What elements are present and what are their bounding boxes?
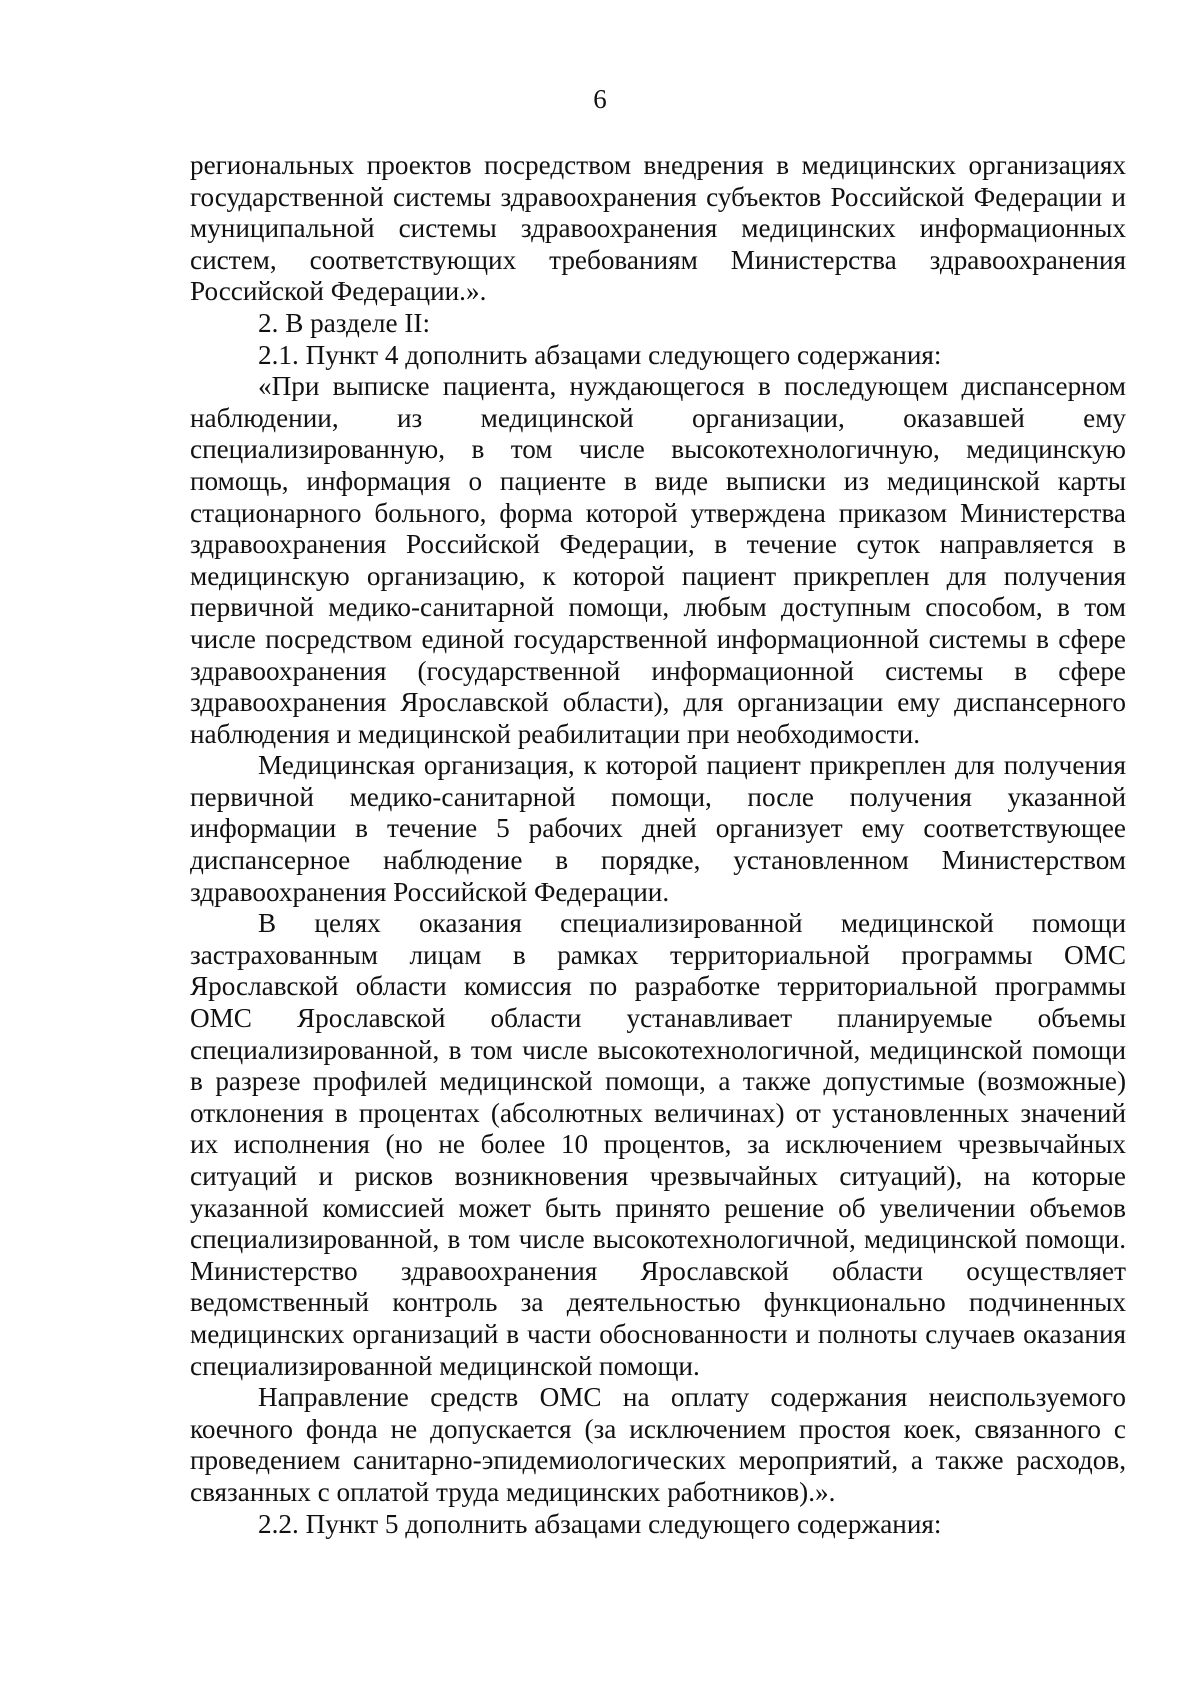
paragraph-discharge: «При выписке пациента, нуждающегося в последующем диспансерном наблюдении, из медицинской организации, оказавшей ему специализированную, в том числе высокотехнологичную, медицинскую помощь, информация о пациенте в виде выписки из медицинской карты стационарного больного, форма которой утверждена приказом Министерства здравоохранения Российской Федерации, в течение суток направляется в медицинскую организацию, к которой пациент прикреплен для получения первичной медико-санитарной помощи, любым доступным способом, в том числе посредством единой государственной информационной системы в сфере здравоохранения (государственной информационной системы в сфере здравоохранения Ярославской области), для организации ему диспансерного наблюдения и медицинской реабилитации при необходимости. — [190, 371, 1126, 749]
paragraph-continuation: региональных проектов посредством внедрения в медицинских организациях государственной системы здравоохранения субъектов Российской Федерации и муниципальной системы здравоохранения медицинских информационных систем, соответствующих требованиям Министерства здравоохранения Российской Федерации.». — [190, 150, 1126, 307]
document-body — [190, 150, 1126, 1540]
paragraph-section-ii: 2. В разделе II: — [258, 307, 431, 338]
paragraph-item-2-2: 2.2. Пункт 5 дополнить абзацами следующего содержания: — [258, 1508, 942, 1539]
paragraph-specialized-care: В целях оказания специализированной медицинской помощи застрахованным лицам в рамках территориальной программы ОМС Ярославской области комиссия по разработке территориальной программы ОМС Ярославской области устанавливает планируемые объемы специализированной, в том числе высокотехнологичной, медицинской помощи в разрезе профилей медицинской помощи, а также допустимые (возможные) отклонения в процентах (абсолютных величинах) от установленных значений их исполнения (но не более 10 процентов, за исключением чрезвычайных ситуаций и рисков возникновения чрезвычайных ситуаций), на которые указанной комиссией может быть принято решение об увеличении объемов специализированной, в том числе высокотехнологичной, медицинской помощи. Министерство здравоохранения Ярославской области осуществляет ведомственный контроль за деятельностью функционально подчиненных медицинских организаций в части обоснованности и полноты случаев оказания специализированной медицинской помощи. — [190, 908, 1126, 1381]
page-number: 6 — [593, 84, 607, 114]
paragraph-medical-organization: Медицинская организация, к которой пациент прикреплен для получения первичной медико-санитарной помощи, после получения указанной информации в течение 5 рабочих дней организует ему соответствующее диспансерное наблюдение в порядке, установленном Министерством здравоохранения Российской Федерации. — [190, 750, 1126, 907]
paragraph-funds-direction: Направление средств ОМС на оплату содержания неиспользуемого коечного фонда не допускается (за исключением простоя коек, связанного с проведением санитарно-эпидемиологических мероприятий, а также расходов, связанных с оплатой труда медицинских работников).». — [190, 1382, 1126, 1507]
paragraph-item-2-1: 2.1. Пункт 4 дополнить абзацами следующего содержания: — [258, 339, 942, 370]
